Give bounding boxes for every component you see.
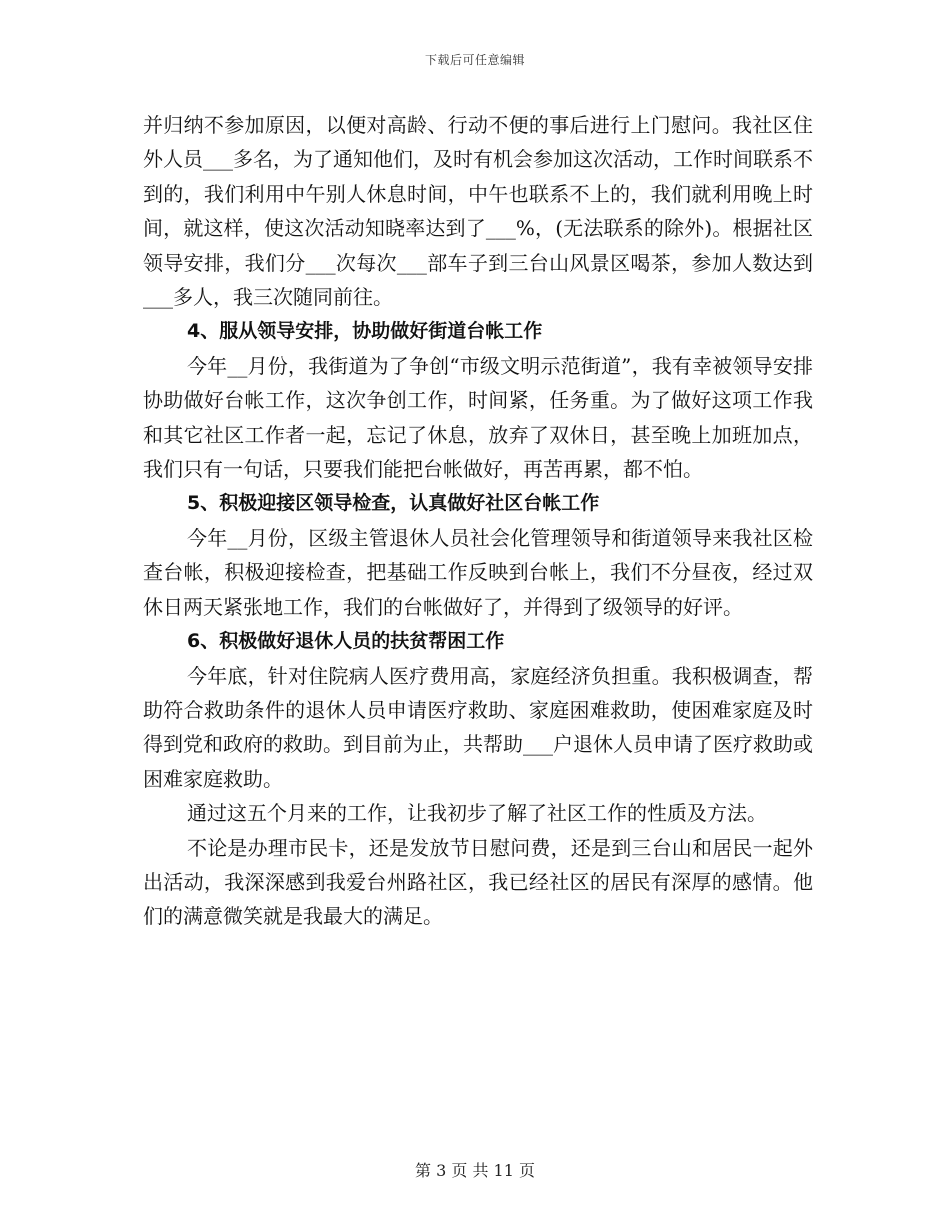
document-body [143,108,813,934]
page-number-footer: 第 3 页 共 11 页 [415,1161,535,1180]
paragraph-section-6: 今年底，针对住院病人医疗费用高，家庭经济负担重。我积极调查，帮助符合救助条件的退休人员申请医疗救助、家庭困难救助，使困难家庭及时得到党和政府的救助。到目前为止，共帮助___户退休人员申请了医疗救助或困难家庭救助。 [143,663,813,791]
section-heading-4: 4、服从领导安排，协助做好街道台帐工作 [187,320,543,343]
paragraph-section-5: 今年__月份，区级主管退休人员社会化管理领导和街道领导来我社区检查台帐，积极迎接检查，把基础工作反映到台帐上，我们不分昼夜，经过双休日两天紧张地工作，我们的台帐做好了，并得到了级领导的好评。 [143,525,813,619]
paragraph-continuation: 并归纳不参加原因，以便对高龄、行动不便的事后进行上门慰问。我社区住外人员___多名，为了通知他们，及时有机会参加这次活动，工作时间联系不到的，我们利用中午别人休息时间，中午也联系不上的，我们就利用晚上时间，就这样，使这次活动知晓率达到了___%，(无法联系的除外)。根据社区领导安排，我们分___次每次___部车子到三台山风景区喝茶，参加人数达到___多人，我三次随同前往。 [143,113,813,310]
paragraph-section-4: 今年__月份，我街道为了争创“市级文明示范街道”，我有幸被领导安排协助做好台帐工作，这次争创工作，时间紧，任务重。为了做好这项工作我和其它社区工作者一起，忘记了休息，放弃了双休日，甚至晚上加班加点，我们只有一句话，只要我们能把台帐做好，再苦再累，都不怕。 [143,353,813,482]
paragraph-summary: 通过这五个月来的工作，让我初步了解了社区工作的性质及方法。 [187,801,767,826]
section-heading-6: 6、积极做好退休人员的扶贫帮困工作 [187,630,505,653]
section-heading-5: 5、积极迎接区领导检查，认真做好社区台帐工作 [187,492,600,515]
page-header: 下载后可任意编辑 [424,53,525,67]
paragraph-closing: 不论是办理市民卡，还是发放节日慰问费，还是到三台山和居民一起外出活动，我深深感到我爱台州路社区，我已经社区的居民有深厚的感情。他们的满意微笑就是我最大的满足。 [143,835,813,929]
